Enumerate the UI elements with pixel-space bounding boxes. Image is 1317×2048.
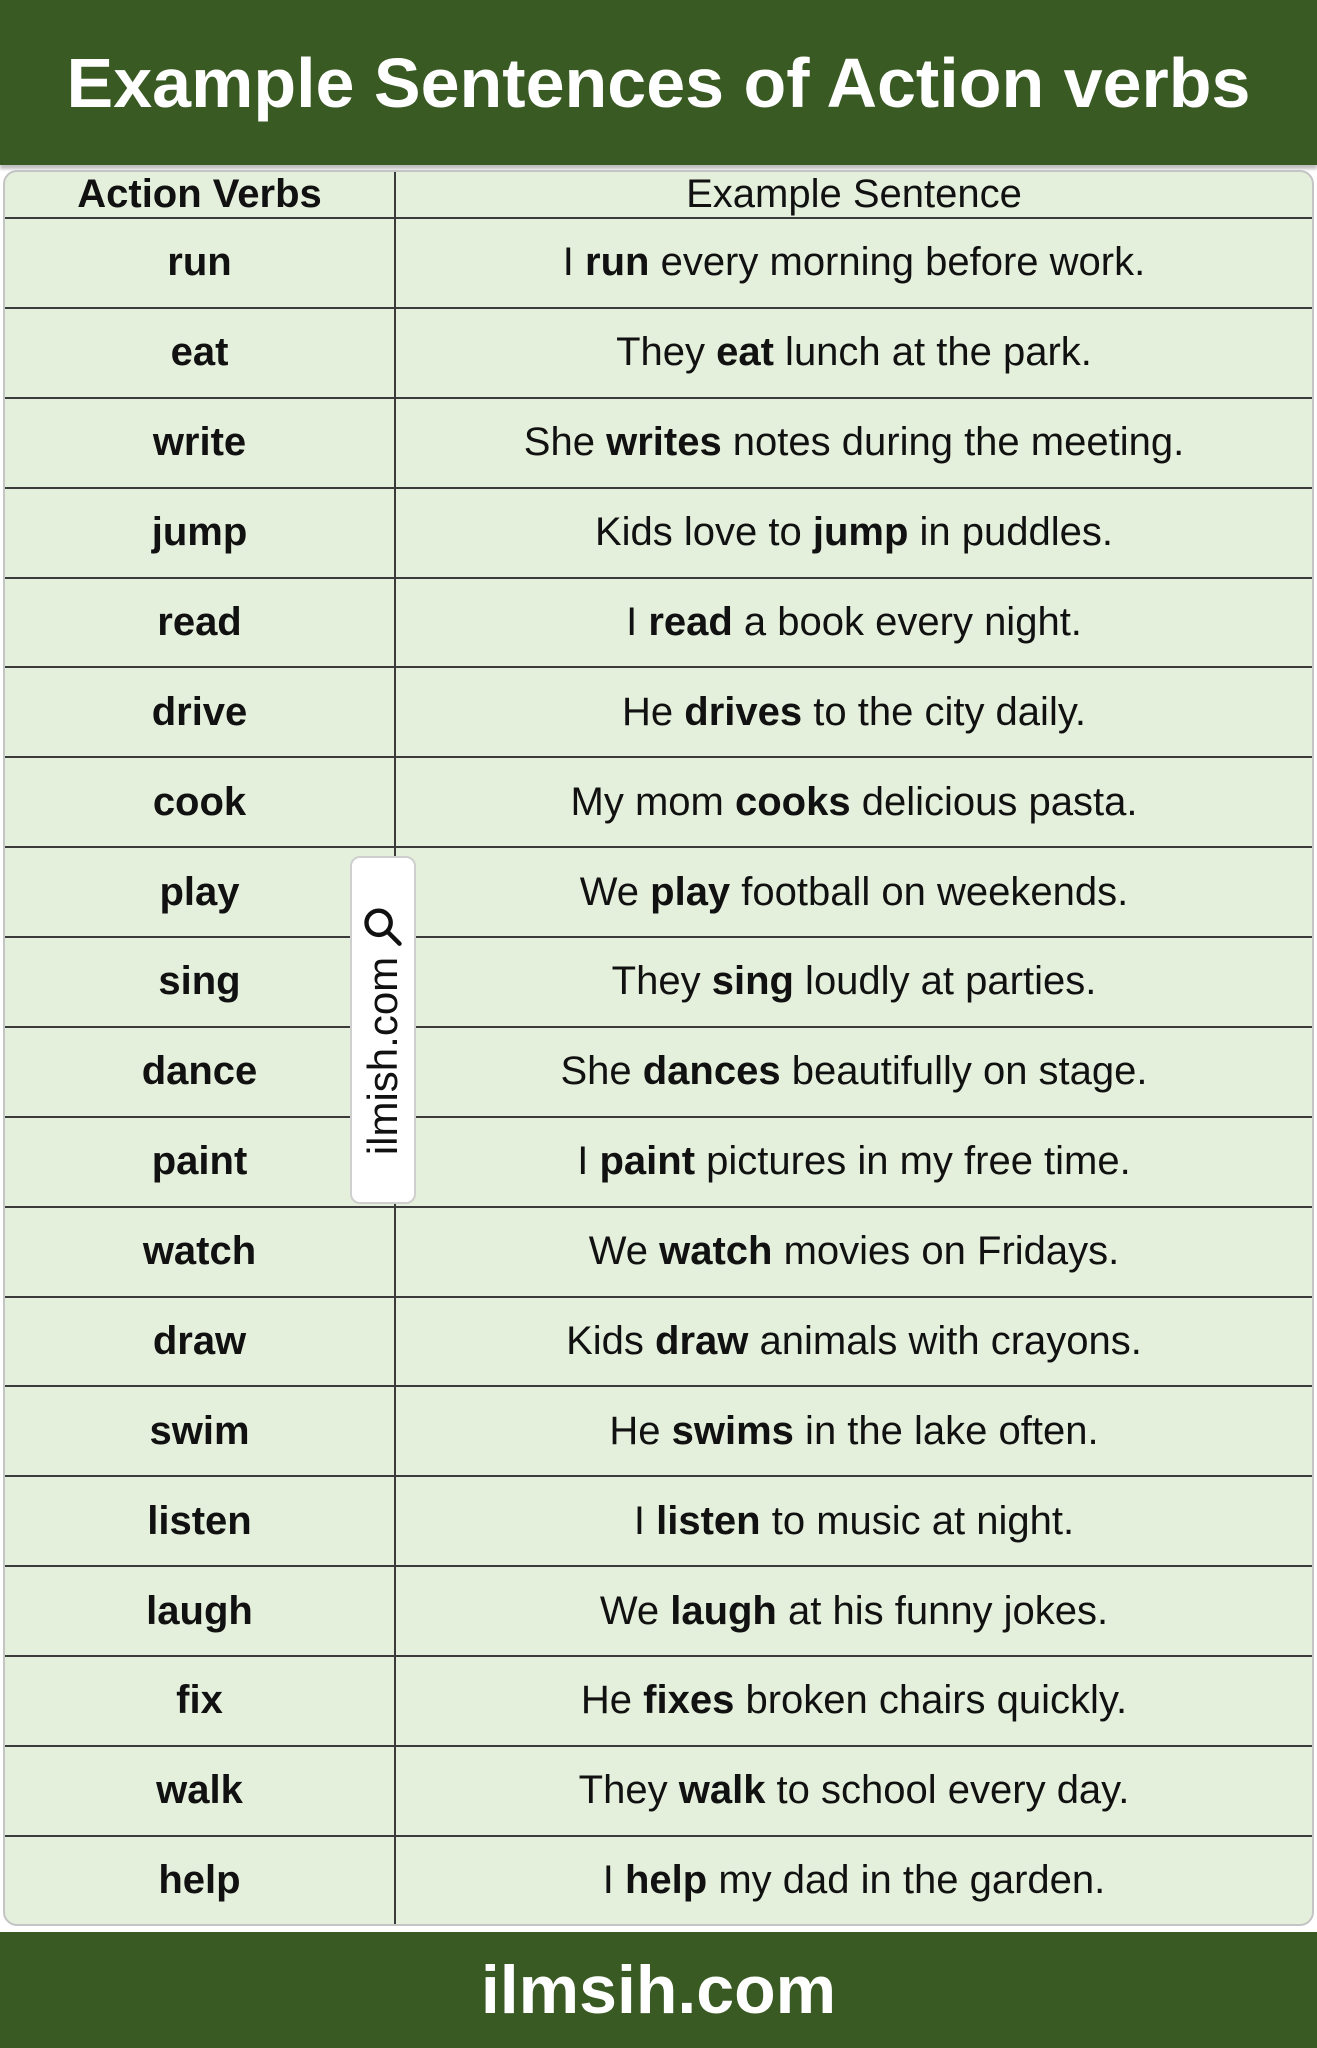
sentence-prefix: She (560, 1049, 643, 1094)
sentence-verb: eat (716, 330, 774, 375)
sentence-suffix: lunch at the park. (773, 330, 1092, 375)
example-sentence-cell (395, 667, 1312, 757)
sentence-prefix: We (588, 1229, 660, 1274)
watermark-text: ilmish.com (359, 956, 406, 1156)
sentence-verb: jump (812, 510, 909, 555)
example-sentence-cell (395, 1746, 1312, 1836)
table-row (5, 1297, 1312, 1387)
table-body (5, 218, 1312, 1924)
table-row (5, 937, 1312, 1027)
action-verb-cell: swim (5, 1386, 395, 1476)
example-sentence-cell (395, 1207, 1312, 1297)
sentence-suffix: a book every night. (732, 599, 1082, 644)
action-verb-cell: cook (5, 757, 395, 847)
example-sentence-cell (395, 1117, 1312, 1207)
sentence-prefix: I (577, 1139, 600, 1184)
sentence-prefix: He (622, 689, 685, 734)
verbs-table-container (3, 170, 1314, 1926)
example-sentence-cell (395, 1386, 1312, 1476)
table-row (5, 488, 1312, 578)
action-verb-cell: listen (5, 1476, 395, 1566)
action-verb-cell: paint (5, 1117, 395, 1207)
footer-banner (0, 1932, 1317, 2048)
action-verb-cell: play (5, 847, 395, 937)
sentence-prefix: They (578, 1768, 679, 1813)
example-sentence-cell (395, 1656, 1312, 1746)
sentence-prefix: He (580, 1678, 644, 1723)
action-verb-cell: fix (5, 1656, 395, 1746)
sentence-prefix: My mom (570, 779, 735, 824)
sentence-prefix: Kids (566, 1318, 656, 1363)
action-verb-cell: eat (5, 308, 395, 398)
sentence-suffix: to the city daily. (802, 689, 1086, 734)
action-verb-cell: dance (5, 1027, 395, 1117)
sentence-prefix: Kids love to (594, 510, 813, 555)
sentence-verb: fixes (643, 1678, 735, 1723)
table-header-row (5, 172, 1312, 218)
sentence-verb: sing (711, 959, 794, 1004)
sentence-verb: watch (659, 1229, 773, 1274)
magnifier-icon (361, 905, 405, 949)
sentence-suffix: in the lake often. (793, 1408, 1099, 1453)
table-row (5, 1566, 1312, 1656)
table-row (5, 757, 1312, 847)
example-sentence-cell (395, 398, 1312, 488)
sentence-verb: paint (599, 1139, 696, 1184)
sentence-prefix: I (562, 240, 586, 285)
example-sentence-cell (395, 578, 1312, 668)
sentence-verb: dances (642, 1049, 781, 1094)
table-row (5, 218, 1312, 308)
table-row (5, 1386, 1312, 1476)
sentence-prefix: We (579, 869, 651, 914)
sentence-suffix: every morning before work. (649, 240, 1146, 285)
watermark-badge (350, 856, 416, 1204)
page-title-banner (0, 0, 1317, 165)
action-verb-cell: drive (5, 667, 395, 757)
sentence-prefix: He (609, 1408, 672, 1453)
action-verb-cell: run (5, 218, 395, 308)
table-row (5, 398, 1312, 488)
example-sentence-cell (395, 1836, 1312, 1924)
action-verb-cell: read (5, 578, 395, 668)
table-row (5, 667, 1312, 757)
page-title: Example Sentences of Action verbs (66, 43, 1251, 122)
verbs-table (5, 172, 1312, 1924)
example-sentence-cell (395, 488, 1312, 578)
example-sentence-cell (395, 1027, 1312, 1117)
sentence-suffix: football on weekends. (730, 869, 1129, 914)
footer-site-name: ilmsih.com (480, 1952, 837, 2028)
example-sentence-cell (395, 218, 1312, 308)
sentence-prefix: They (616, 330, 717, 375)
sentence-suffix: animals with crayons. (748, 1318, 1142, 1363)
action-verb-cell: help (5, 1836, 395, 1924)
example-sentence-cell (395, 1476, 1312, 1566)
sentence-verb: cooks (734, 779, 851, 824)
example-sentence-cell (395, 1566, 1312, 1656)
table-row (5, 1476, 1312, 1566)
table-row (5, 1746, 1312, 1836)
sentence-suffix: to music at night. (760, 1498, 1075, 1543)
sentence-verb: laugh (670, 1588, 777, 1633)
action-verb-cell: jump (5, 488, 395, 578)
sentence-prefix: I (602, 1857, 625, 1902)
example-sentence-cell (395, 757, 1312, 847)
column-header-sentence: Example Sentence (395, 172, 1312, 218)
sentence-verb: run (585, 240, 650, 285)
example-sentence-cell (395, 847, 1312, 937)
table-row (5, 1027, 1312, 1117)
sentence-prefix: I (633, 1498, 657, 1543)
sentence-suffix: delicious pasta. (850, 779, 1138, 824)
action-verb-cell: laugh (5, 1566, 395, 1656)
sentence-suffix: at his funny jokes. (776, 1588, 1109, 1633)
table-row (5, 1207, 1312, 1297)
sentence-prefix: They (611, 959, 712, 1004)
sentence-suffix: to school every day. (765, 1768, 1130, 1813)
sentence-verb: read (648, 599, 733, 644)
sentence-verb: help (624, 1857, 708, 1902)
sentence-suffix: notes during the meeting. (721, 420, 1185, 465)
sentence-verb: listen (656, 1498, 761, 1543)
sentence-verb: drives (684, 689, 803, 734)
sentence-suffix: beautifully on stage. (780, 1049, 1148, 1094)
action-verb-cell: write (5, 398, 395, 488)
action-verb-cell: draw (5, 1297, 395, 1387)
table-row (5, 1836, 1312, 1924)
sentence-suffix: my dad in the garden. (707, 1857, 1106, 1902)
column-header-verbs: Action Verbs (5, 172, 395, 218)
sentence-prefix: We (599, 1588, 671, 1633)
table-row (5, 578, 1312, 668)
sentence-suffix: loudly at parties. (793, 959, 1097, 1004)
example-sentence-cell (395, 308, 1312, 398)
sentence-verb: writes (606, 420, 722, 465)
action-verb-cell: sing (5, 937, 395, 1027)
sentence-suffix: movies on Fridays. (772, 1229, 1120, 1274)
table-row (5, 1656, 1312, 1746)
table-row (5, 847, 1312, 937)
sentence-verb: draw (655, 1318, 749, 1363)
sentence-verb: play (650, 869, 731, 914)
table-row (5, 308, 1312, 398)
table-row (5, 1117, 1312, 1207)
example-sentence-cell (395, 937, 1312, 1027)
sentence-verb: swims (671, 1408, 794, 1453)
sentence-suffix: in puddles. (908, 510, 1114, 555)
sentence-suffix: broken chairs quickly. (734, 1678, 1128, 1723)
sentence-verb: walk (678, 1768, 766, 1813)
sentence-prefix: She (523, 420, 607, 465)
example-sentence-cell (395, 1297, 1312, 1387)
action-verb-cell: walk (5, 1746, 395, 1836)
action-verb-cell: watch (5, 1207, 395, 1297)
sentence-suffix: pictures in my free time. (695, 1139, 1131, 1184)
sentence-prefix: I (626, 599, 649, 644)
